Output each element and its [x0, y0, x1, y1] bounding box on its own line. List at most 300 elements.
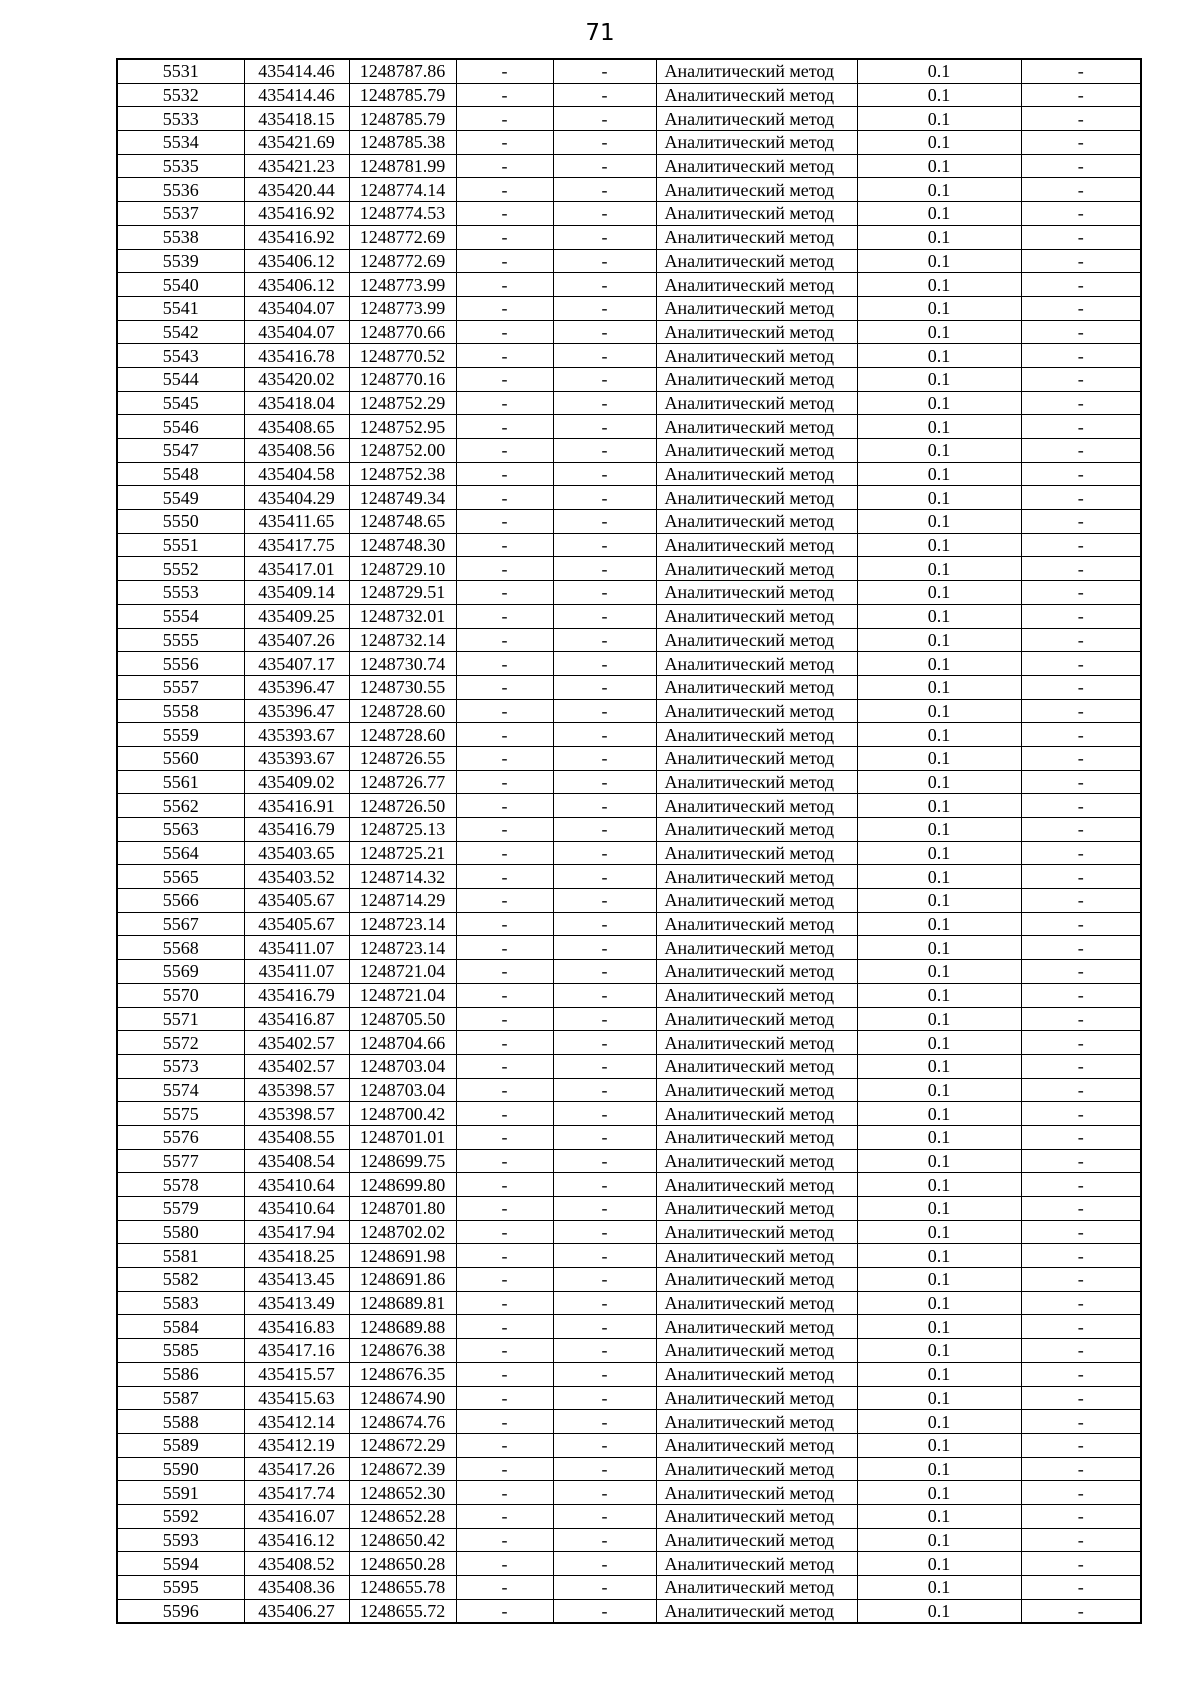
table-row [117, 1054, 1141, 1078]
x-coordinate-cell: 435418.25 [244, 1244, 349, 1268]
empty-value-cell: - [456, 865, 553, 889]
empty-value-cell: - [456, 1599, 553, 1623]
x-coordinate-cell: 435411.07 [244, 936, 349, 960]
empty-value-cell: - [456, 1102, 553, 1126]
y-coordinate-cell: 1248723.14 [349, 936, 456, 960]
accuracy-cell: 0.1 [857, 699, 1021, 723]
empty-value-cell: - [1021, 557, 1141, 581]
accuracy-cell: 0.1 [857, 1315, 1021, 1339]
x-coordinate-cell: 435396.47 [244, 675, 349, 699]
accuracy-cell: 0.1 [857, 960, 1021, 984]
method-cell: Аналитический метод [656, 1576, 857, 1600]
table-row [117, 367, 1141, 391]
accuracy-cell: 0.1 [857, 83, 1021, 107]
method-cell: Аналитический метод [656, 746, 857, 770]
table-row [117, 107, 1141, 131]
table-row [117, 675, 1141, 699]
empty-value-cell: - [553, 581, 656, 605]
table-row [117, 59, 1141, 83]
y-coordinate-cell: 1248721.04 [349, 960, 456, 984]
point-number-cell: 5581 [117, 1244, 244, 1268]
accuracy-cell: 0.1 [857, 1362, 1021, 1386]
point-number-cell: 5562 [117, 794, 244, 818]
empty-value-cell: - [1021, 249, 1141, 273]
point-number-cell: 5592 [117, 1504, 244, 1528]
empty-value-cell: - [553, 462, 656, 486]
accuracy-cell: 0.1 [857, 1007, 1021, 1031]
accuracy-cell: 0.1 [857, 581, 1021, 605]
accuracy-cell: 0.1 [857, 865, 1021, 889]
empty-value-cell: - [553, 178, 656, 202]
method-cell: Аналитический метод [656, 889, 857, 913]
method-cell: Аналитический метод [656, 960, 857, 984]
point-number-cell: 5593 [117, 1528, 244, 1552]
table-row [117, 1433, 1141, 1457]
empty-value-cell: - [553, 557, 656, 581]
accuracy-cell: 0.1 [857, 273, 1021, 297]
point-number-cell: 5555 [117, 628, 244, 652]
accuracy-cell: 0.1 [857, 439, 1021, 463]
accuracy-cell: 0.1 [857, 1386, 1021, 1410]
accuracy-cell: 0.1 [857, 59, 1021, 83]
table-row [117, 1457, 1141, 1481]
empty-value-cell: - [456, 1576, 553, 1600]
empty-value-cell: - [456, 178, 553, 202]
accuracy-cell: 0.1 [857, 1054, 1021, 1078]
empty-value-cell: - [456, 83, 553, 107]
table-row [117, 936, 1141, 960]
empty-value-cell: - [1021, 462, 1141, 486]
empty-value-cell: - [553, 675, 656, 699]
y-coordinate-cell: 1248725.13 [349, 818, 456, 842]
point-number-cell: 5560 [117, 746, 244, 770]
x-coordinate-cell: 435416.91 [244, 794, 349, 818]
empty-value-cell: - [553, 1291, 656, 1315]
y-coordinate-cell: 1248691.86 [349, 1268, 456, 1292]
point-number-cell: 5570 [117, 983, 244, 1007]
empty-value-cell: - [553, 1386, 656, 1410]
empty-value-cell: - [1021, 1457, 1141, 1481]
table-row [117, 154, 1141, 178]
point-number-cell: 5551 [117, 533, 244, 557]
y-coordinate-cell: 1248672.29 [349, 1433, 456, 1457]
empty-value-cell: - [456, 818, 553, 842]
accuracy-cell: 0.1 [857, 1173, 1021, 1197]
empty-value-cell: - [1021, 1599, 1141, 1623]
x-coordinate-cell: 435416.87 [244, 1007, 349, 1031]
y-coordinate-cell: 1248732.01 [349, 604, 456, 628]
empty-value-cell: - [456, 936, 553, 960]
empty-value-cell: - [1021, 154, 1141, 178]
table-row [117, 225, 1141, 249]
empty-value-cell: - [456, 1528, 553, 1552]
empty-value-cell: - [1021, 83, 1141, 107]
y-coordinate-cell: 1248699.75 [349, 1149, 456, 1173]
empty-value-cell: - [1021, 1268, 1141, 1292]
table-row [117, 1197, 1141, 1221]
y-coordinate-cell: 1248676.38 [349, 1339, 456, 1363]
y-coordinate-cell: 1248689.81 [349, 1291, 456, 1315]
empty-value-cell: - [1021, 391, 1141, 415]
table-row [117, 1291, 1141, 1315]
point-number-cell: 5536 [117, 178, 244, 202]
point-number-cell: 5540 [117, 273, 244, 297]
empty-value-cell: - [456, 510, 553, 534]
point-number-cell: 5565 [117, 865, 244, 889]
x-coordinate-cell: 435408.36 [244, 1576, 349, 1600]
point-number-cell: 5554 [117, 604, 244, 628]
point-number-cell: 5552 [117, 557, 244, 581]
empty-value-cell: - [553, 1268, 656, 1292]
empty-value-cell: - [553, 296, 656, 320]
method-cell: Аналитический метод [656, 486, 857, 510]
empty-value-cell: - [1021, 889, 1141, 913]
accuracy-cell: 0.1 [857, 1149, 1021, 1173]
table-row [117, 1149, 1141, 1173]
table-row [117, 202, 1141, 226]
point-number-cell: 5558 [117, 699, 244, 723]
empty-value-cell: - [456, 320, 553, 344]
empty-value-cell: - [456, 1362, 553, 1386]
point-number-cell: 5580 [117, 1220, 244, 1244]
empty-value-cell: - [456, 628, 553, 652]
x-coordinate-cell: 435408.56 [244, 439, 349, 463]
empty-value-cell: - [553, 59, 656, 83]
point-number-cell: 5586 [117, 1362, 244, 1386]
empty-value-cell: - [456, 1244, 553, 1268]
method-cell: Аналитический метод [656, 1362, 857, 1386]
x-coordinate-cell: 435406.12 [244, 273, 349, 297]
point-number-cell: 5542 [117, 320, 244, 344]
accuracy-cell: 0.1 [857, 604, 1021, 628]
point-number-cell: 5549 [117, 486, 244, 510]
point-number-cell: 5561 [117, 770, 244, 794]
empty-value-cell: - [456, 202, 553, 226]
x-coordinate-cell: 435405.67 [244, 889, 349, 913]
table-row [117, 1410, 1141, 1434]
table-row [117, 462, 1141, 486]
point-number-cell: 5535 [117, 154, 244, 178]
empty-value-cell: - [1021, 983, 1141, 1007]
y-coordinate-cell: 1248705.50 [349, 1007, 456, 1031]
empty-value-cell: - [553, 889, 656, 913]
empty-value-cell: - [456, 107, 553, 131]
empty-value-cell: - [1021, 1197, 1141, 1221]
accuracy-cell: 0.1 [857, 628, 1021, 652]
y-coordinate-cell: 1248704.66 [349, 1031, 456, 1055]
table-row [117, 1504, 1141, 1528]
table-row [117, 1268, 1141, 1292]
method-cell: Аналитический метод [656, 841, 857, 865]
method-cell: Аналитический метод [656, 533, 857, 557]
method-cell: Аналитический метод [656, 936, 857, 960]
y-coordinate-cell: 1248730.55 [349, 675, 456, 699]
accuracy-cell: 0.1 [857, 1291, 1021, 1315]
y-coordinate-cell: 1248774.14 [349, 178, 456, 202]
table-row [117, 699, 1141, 723]
y-coordinate-cell: 1248650.42 [349, 1528, 456, 1552]
point-number-cell: 5584 [117, 1315, 244, 1339]
x-coordinate-cell: 435398.57 [244, 1102, 349, 1126]
empty-value-cell: - [456, 794, 553, 818]
accuracy-cell: 0.1 [857, 557, 1021, 581]
method-cell: Аналитический метод [656, 770, 857, 794]
y-coordinate-cell: 1248729.10 [349, 557, 456, 581]
empty-value-cell: - [553, 746, 656, 770]
y-coordinate-cell: 1248785.38 [349, 131, 456, 155]
y-coordinate-cell: 1248655.78 [349, 1576, 456, 1600]
accuracy-cell: 0.1 [857, 889, 1021, 913]
empty-value-cell: - [456, 1315, 553, 1339]
empty-value-cell: - [1021, 273, 1141, 297]
method-cell: Аналитический метод [656, 296, 857, 320]
empty-value-cell: - [1021, 415, 1141, 439]
empty-value-cell: - [553, 1433, 656, 1457]
empty-value-cell: - [553, 1007, 656, 1031]
table-row [117, 1362, 1141, 1386]
empty-value-cell: - [456, 841, 553, 865]
empty-value-cell: - [553, 1552, 656, 1576]
empty-value-cell: - [553, 510, 656, 534]
empty-value-cell: - [1021, 841, 1141, 865]
empty-value-cell: - [1021, 1149, 1141, 1173]
x-coordinate-cell: 435408.54 [244, 1149, 349, 1173]
method-cell: Аналитический метод [656, 1031, 857, 1055]
method-cell: Аналитический метод [656, 723, 857, 747]
empty-value-cell: - [1021, 652, 1141, 676]
y-coordinate-cell: 1248728.60 [349, 723, 456, 747]
table-row [117, 983, 1141, 1007]
table-row [117, 581, 1141, 605]
accuracy-cell: 0.1 [857, 983, 1021, 1007]
empty-value-cell: - [456, 1173, 553, 1197]
y-coordinate-cell: 1248703.04 [349, 1054, 456, 1078]
empty-value-cell: - [1021, 581, 1141, 605]
empty-value-cell: - [456, 1504, 553, 1528]
method-cell: Аналитический метод [656, 1528, 857, 1552]
empty-value-cell: - [456, 1149, 553, 1173]
empty-value-cell: - [1021, 628, 1141, 652]
empty-value-cell: - [553, 960, 656, 984]
empty-value-cell: - [1021, 178, 1141, 202]
method-cell: Аналитический метод [656, 131, 857, 155]
y-coordinate-cell: 1248726.55 [349, 746, 456, 770]
y-coordinate-cell: 1248752.00 [349, 439, 456, 463]
x-coordinate-cell: 435417.74 [244, 1481, 349, 1505]
accuracy-cell: 0.1 [857, 510, 1021, 534]
table-row [117, 818, 1141, 842]
empty-value-cell: - [553, 1457, 656, 1481]
accuracy-cell: 0.1 [857, 912, 1021, 936]
x-coordinate-cell: 435416.79 [244, 818, 349, 842]
x-coordinate-cell: 435412.14 [244, 1410, 349, 1434]
point-number-cell: 5582 [117, 1268, 244, 1292]
page-number: 71 [585, 20, 615, 46]
x-coordinate-cell: 435417.75 [244, 533, 349, 557]
empty-value-cell: - [1021, 1410, 1141, 1434]
x-coordinate-cell: 435413.45 [244, 1268, 349, 1292]
point-number-cell: 5588 [117, 1410, 244, 1434]
empty-value-cell: - [553, 1244, 656, 1268]
accuracy-cell: 0.1 [857, 344, 1021, 368]
y-coordinate-cell: 1248770.52 [349, 344, 456, 368]
y-coordinate-cell: 1248787.86 [349, 59, 456, 83]
empty-value-cell: - [1021, 865, 1141, 889]
method-cell: Аналитический метод [656, 983, 857, 1007]
empty-value-cell: - [456, 131, 553, 155]
method-cell: Аналитический метод [656, 628, 857, 652]
empty-value-cell: - [456, 1197, 553, 1221]
y-coordinate-cell: 1248674.90 [349, 1386, 456, 1410]
point-number-cell: 5596 [117, 1599, 244, 1623]
empty-value-cell: - [553, 273, 656, 297]
point-number-cell: 5583 [117, 1291, 244, 1315]
x-coordinate-cell: 435396.47 [244, 699, 349, 723]
empty-value-cell: - [1021, 1576, 1141, 1600]
y-coordinate-cell: 1248652.30 [349, 1481, 456, 1505]
empty-value-cell: - [553, 723, 656, 747]
accuracy-cell: 0.1 [857, 202, 1021, 226]
table-row [117, 628, 1141, 652]
x-coordinate-cell: 435405.67 [244, 912, 349, 936]
table-row [117, 1599, 1141, 1623]
table-row [117, 439, 1141, 463]
method-cell: Аналитический метод [656, 462, 857, 486]
table-row [117, 1220, 1141, 1244]
point-number-cell: 5572 [117, 1031, 244, 1055]
y-coordinate-cell: 1248726.50 [349, 794, 456, 818]
table-row [117, 320, 1141, 344]
empty-value-cell: - [456, 486, 553, 510]
method-cell: Аналитический метод [656, 557, 857, 581]
empty-value-cell: - [456, 723, 553, 747]
empty-value-cell: - [456, 1220, 553, 1244]
accuracy-cell: 0.1 [857, 367, 1021, 391]
empty-value-cell: - [553, 912, 656, 936]
empty-value-cell: - [456, 652, 553, 676]
table-row [117, 1031, 1141, 1055]
accuracy-cell: 0.1 [857, 675, 1021, 699]
method-cell: Аналитический метод [656, 107, 857, 131]
x-coordinate-cell: 435420.44 [244, 178, 349, 202]
x-coordinate-cell: 435418.04 [244, 391, 349, 415]
point-number-cell: 5541 [117, 296, 244, 320]
method-cell: Аналитический метод [656, 794, 857, 818]
empty-value-cell: - [1021, 1362, 1141, 1386]
y-coordinate-cell: 1248714.29 [349, 889, 456, 913]
accuracy-cell: 0.1 [857, 1528, 1021, 1552]
empty-value-cell: - [1021, 1102, 1141, 1126]
x-coordinate-cell: 435406.12 [244, 249, 349, 273]
x-coordinate-cell: 435416.07 [244, 1504, 349, 1528]
empty-value-cell: - [456, 533, 553, 557]
point-number-cell: 5591 [117, 1481, 244, 1505]
empty-value-cell: - [553, 533, 656, 557]
x-coordinate-cell: 435416.83 [244, 1315, 349, 1339]
accuracy-cell: 0.1 [857, 249, 1021, 273]
point-number-cell: 5537 [117, 202, 244, 226]
table-row [117, 344, 1141, 368]
x-coordinate-cell: 435415.57 [244, 1362, 349, 1386]
empty-value-cell: - [456, 1339, 553, 1363]
empty-value-cell: - [1021, 723, 1141, 747]
method-cell: Аналитический метод [656, 1197, 857, 1221]
empty-value-cell: - [1021, 1031, 1141, 1055]
table-row [117, 889, 1141, 913]
accuracy-cell: 0.1 [857, 818, 1021, 842]
table-row [117, 1173, 1141, 1197]
x-coordinate-cell: 435402.57 [244, 1031, 349, 1055]
accuracy-cell: 0.1 [857, 533, 1021, 557]
empty-value-cell: - [456, 912, 553, 936]
table-row [117, 652, 1141, 676]
accuracy-cell: 0.1 [857, 107, 1021, 131]
x-coordinate-cell: 435416.92 [244, 202, 349, 226]
table-row [117, 1386, 1141, 1410]
y-coordinate-cell: 1248652.28 [349, 1504, 456, 1528]
method-cell: Аналитический метод [656, 1007, 857, 1031]
point-number-cell: 5556 [117, 652, 244, 676]
table-row [117, 1528, 1141, 1552]
empty-value-cell: - [456, 1386, 553, 1410]
method-cell: Аналитический метод [656, 699, 857, 723]
y-coordinate-cell: 1248702.02 [349, 1220, 456, 1244]
empty-value-cell: - [456, 344, 553, 368]
table-row [117, 391, 1141, 415]
empty-value-cell: - [1021, 1173, 1141, 1197]
point-number-cell: 5553 [117, 581, 244, 605]
x-coordinate-cell: 435416.78 [244, 344, 349, 368]
y-coordinate-cell: 1248700.42 [349, 1102, 456, 1126]
empty-value-cell: - [1021, 746, 1141, 770]
point-number-cell: 5531 [117, 59, 244, 83]
y-coordinate-cell: 1248730.74 [349, 652, 456, 676]
empty-value-cell: - [1021, 770, 1141, 794]
empty-value-cell: - [553, 107, 656, 131]
x-coordinate-cell: 435421.69 [244, 131, 349, 155]
y-coordinate-cell: 1248772.69 [349, 225, 456, 249]
empty-value-cell: - [1021, 1528, 1141, 1552]
empty-value-cell: - [553, 936, 656, 960]
x-coordinate-cell: 435408.52 [244, 1552, 349, 1576]
x-coordinate-cell: 435416.79 [244, 983, 349, 1007]
empty-value-cell: - [553, 604, 656, 628]
empty-value-cell: - [456, 889, 553, 913]
y-coordinate-cell: 1248749.34 [349, 486, 456, 510]
point-number-cell: 5577 [117, 1149, 244, 1173]
empty-value-cell: - [456, 249, 553, 273]
x-coordinate-cell: 435414.46 [244, 59, 349, 83]
table-row [117, 178, 1141, 202]
empty-value-cell: - [456, 1410, 553, 1434]
empty-value-cell: - [456, 699, 553, 723]
point-number-cell: 5546 [117, 415, 244, 439]
accuracy-cell: 0.1 [857, 936, 1021, 960]
x-coordinate-cell: 435407.17 [244, 652, 349, 676]
empty-value-cell: - [456, 983, 553, 1007]
empty-value-cell: - [553, 202, 656, 226]
point-number-cell: 5587 [117, 1386, 244, 1410]
empty-value-cell: - [1021, 1433, 1141, 1457]
method-cell: Аналитический метод [656, 1149, 857, 1173]
empty-value-cell: - [456, 1481, 553, 1505]
point-number-cell: 5559 [117, 723, 244, 747]
table-row [117, 865, 1141, 889]
y-coordinate-cell: 1248773.99 [349, 296, 456, 320]
method-cell: Аналитический метод [656, 1268, 857, 1292]
y-coordinate-cell: 1248773.99 [349, 273, 456, 297]
y-coordinate-cell: 1248770.66 [349, 320, 456, 344]
